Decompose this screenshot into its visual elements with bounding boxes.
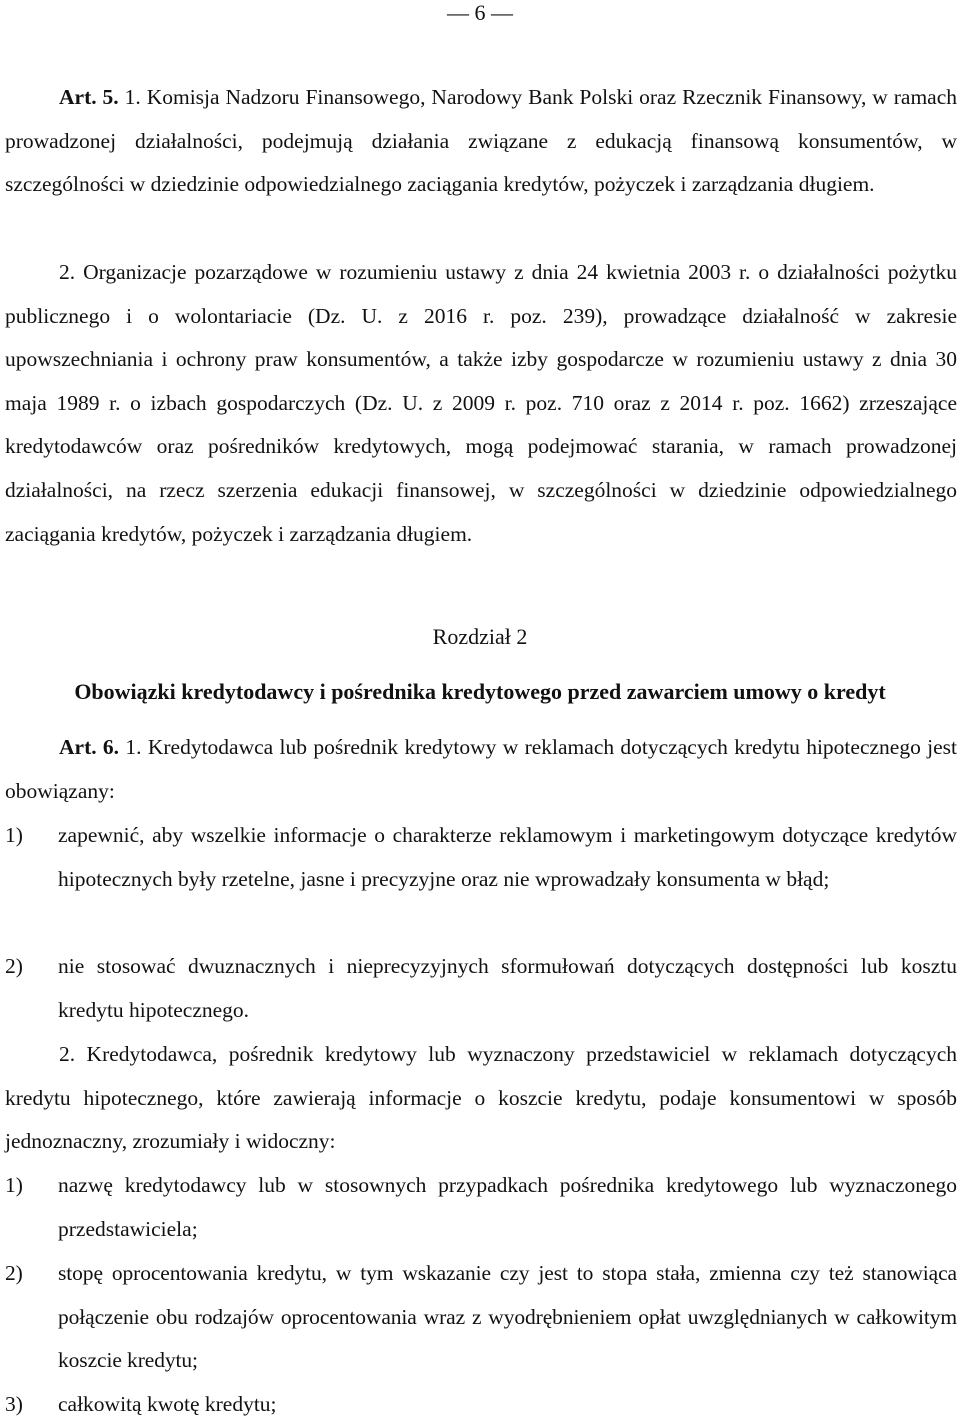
list-item-number: 1) xyxy=(5,1173,23,1197)
list-item-number: 3) xyxy=(5,1392,23,1416)
article-label: Art. 5. xyxy=(59,85,119,109)
list-item xyxy=(5,1164,957,1251)
article-label: Art. 6. xyxy=(59,735,120,759)
art5-paragraph-2: 2. Organizacje pozarządowe w rozumieniu ustawy z dnia 24 kwietnia 2003 r. o działalności pożytku publicznego i o wolontariacie (Dz. U. z 2016 r. poz. 239), prowadzące działalność w zakresie upowszechniania i ochrony praw konsumentów, a także izby gospodarcze w rozumieniu ustawy z dnia 30 maja 1989 r. o izbach gospodarczych (Dz. U. z 2009 r. poz. 710 oraz z 2014 r. poz. 1662) zrzeszające kredytodawców oraz pośredników kredytowych, mogą podejmować starania, w ramach prowadzonej działalności, na rzecz szerzenia edukacji finansowej, w szczególności w dziedzinie odpowiedzialnego zaciągania kredytów, pożyczek i zarządzania długiem. xyxy=(5,260,957,546)
list-item-text: nie stosować dwuznacznych i nieprecyzyjnych sformułowań dotyczących dostępności lub kosztu kredytu hipotecznego. xyxy=(58,954,957,1022)
paragraph-text: 1. Komisja Nadzoru Finansowego, Narodowy Bank Polski oraz Rzecznik Finansowy, w ramach prowadzonej działalności, podejmują działania związane z edukacją finansową konsumentów, w szczególności w dziedzinie odpowiedzialnego zaciągania kredytów, pożyczek i zarządzania długiem. xyxy=(5,85,958,197)
list-item-text: stopę oprocentowania kredytu, w tym wskazanie czy jest to stopa stała, zmienna czy też stanowiąca połączenie obu rodzajów oprocentowania wraz z wyodrębnieniem opłat uwzględnianych w całkowitym koszcie kredytu; xyxy=(58,1261,957,1373)
list-item-number: 2) xyxy=(5,1261,23,1285)
page-number: — 6 — xyxy=(447,0,513,25)
art5-paragraph-1 xyxy=(5,76,957,207)
list-item-number: 2) xyxy=(5,954,23,978)
list-item-number: 1) xyxy=(5,823,23,847)
list-item-text: nazwę kredytodawcy lub w stosownych przypadkach pośrednika kredytowego lub wyznaczonego przedstawiciela; xyxy=(58,1173,957,1241)
list-item xyxy=(5,814,957,901)
list-item xyxy=(5,1252,957,1383)
chapter-heading: Obowiązki kredytodawcy i pośrednika kredytowego przed zawarciem umowy o kredyt xyxy=(74,679,886,704)
art6-paragraph-1 xyxy=(5,726,957,813)
chapter-title: Rozdział 2 xyxy=(432,624,528,649)
list-item xyxy=(5,945,957,1032)
list-item xyxy=(5,1383,957,1427)
paragraph-text: 1. Kredytodawca lub pośrednik kredytowy w reklamach dotyczących kredytu hipotecznego jest obowiązany: xyxy=(5,735,958,803)
list-item-text: całkowitą kwotę kredytu; xyxy=(58,1392,277,1416)
list-item-text: zapewnić, aby wszelkie informacje o charakterze reklamowym i marketingowym dotyczące kredytów hipotecznych były rzetelne, jasne i precyzyjne oraz nie wprowadzały konsumenta w błąd; xyxy=(58,823,957,891)
art6-paragraph-2: 2. Kredytodawca, pośrednik kredytowy lub wyznaczony przedstawiciel w reklamach dotyczących kredytu hipotecznego, które zawierają informacje o koszcie kredytu, podaje konsumentowi w sposób jednoznaczny, zrozumiały i widoczny: xyxy=(5,1042,957,1154)
